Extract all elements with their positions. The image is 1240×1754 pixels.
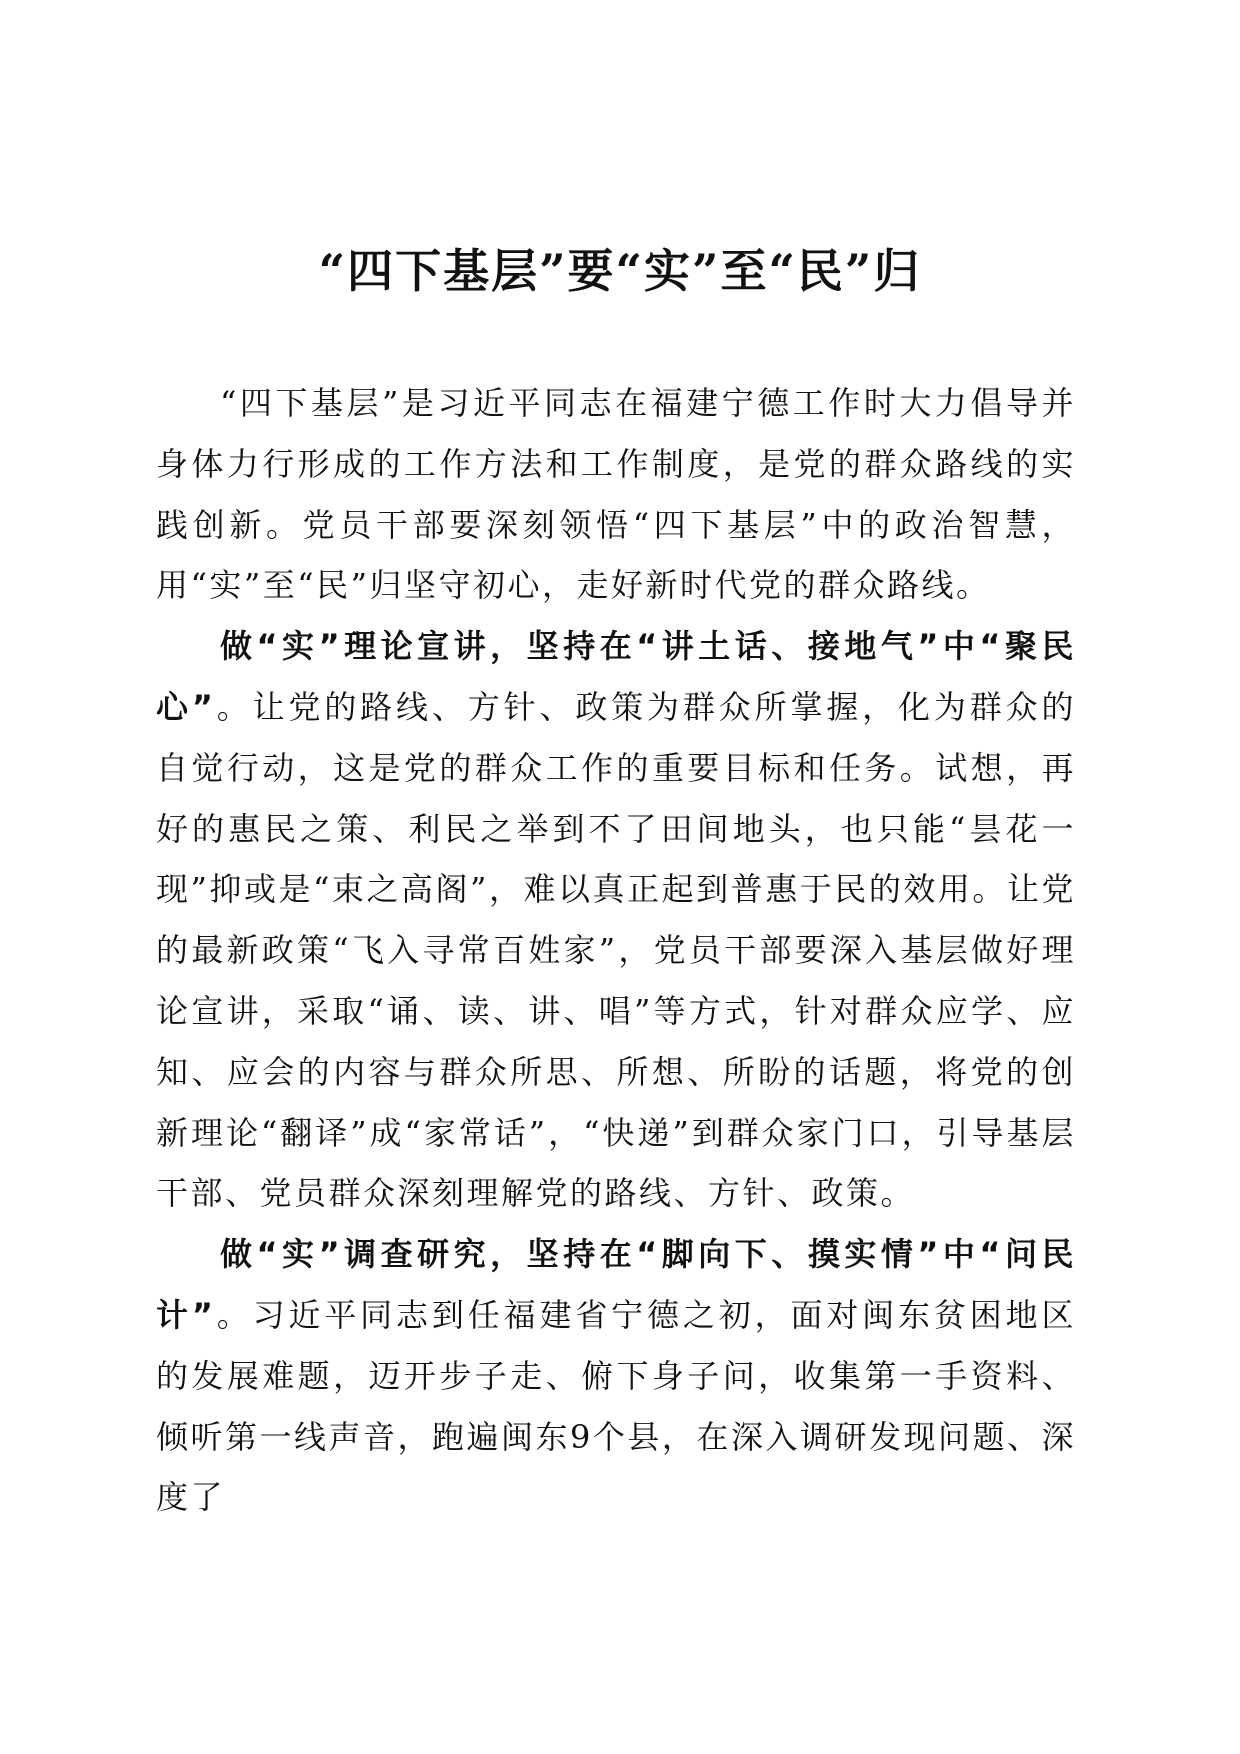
document-body <box>156 373 1076 1528</box>
paragraph-investigation-heading: 做“实”调查研究，坚持在“脚向下、摸实情”中“问民计” <box>156 1235 1076 1334</box>
paragraph-theory-lecture-heading: 做“实”理论宣讲，坚持在“讲土话、接地气”中“聚民心” <box>156 627 1076 726</box>
paragraph-theory-lecture <box>156 616 1076 1224</box>
paragraph-investigation-text: 。习近平同志到任福建省宁德之初，面对闽东贫困地区的发展难题，迈开步子走、俯下身子问，收集第一手资料、倾听第一线声音，跑遍闽东9个县，在深入调研发现问题、深度了 <box>156 1295 1076 1517</box>
paragraph-intro <box>156 373 1076 616</box>
paragraph-investigation <box>156 1224 1076 1528</box>
paragraph-theory-lecture-text: 。让党的路线、方针、政策为群众所掌握，化为群众的自觉行动，这是党的群众工作的重要目标和任务。试想，再好的惠民之策、利民之举到不了田间地头，也只能“昙花一现”抑或是“束之高阁”，难以真正起到普惠于民的效用。让党的最新政策“飞入寻常百姓家”，党员干部要深入基层做好理论宣讲，采取“诵、读、讲、唱”等方式，针对群众应学、应知、应会的内容与群众所思、所想、所盼的话题，将党的创新理论“翻译”成“家常话”，“快递”到群众家门口，引导基层干部、党员群众深刻理解党的路线、方针、政策。 <box>156 687 1076 1213</box>
paragraph-intro-text: “四下基层”是习近平同志在福建宁德工作时大力倡导并身体力行形成的工作方法和工作制度，是党的群众路线的实践创新。党员干部要深刻领悟“四下基层”中的政治智慧，用“实”至“民”归坚守初心，走好新时代党的群众路线。 <box>156 384 1076 605</box>
document-title: “四下基层”要“实”至“民”归 <box>318 244 922 298</box>
